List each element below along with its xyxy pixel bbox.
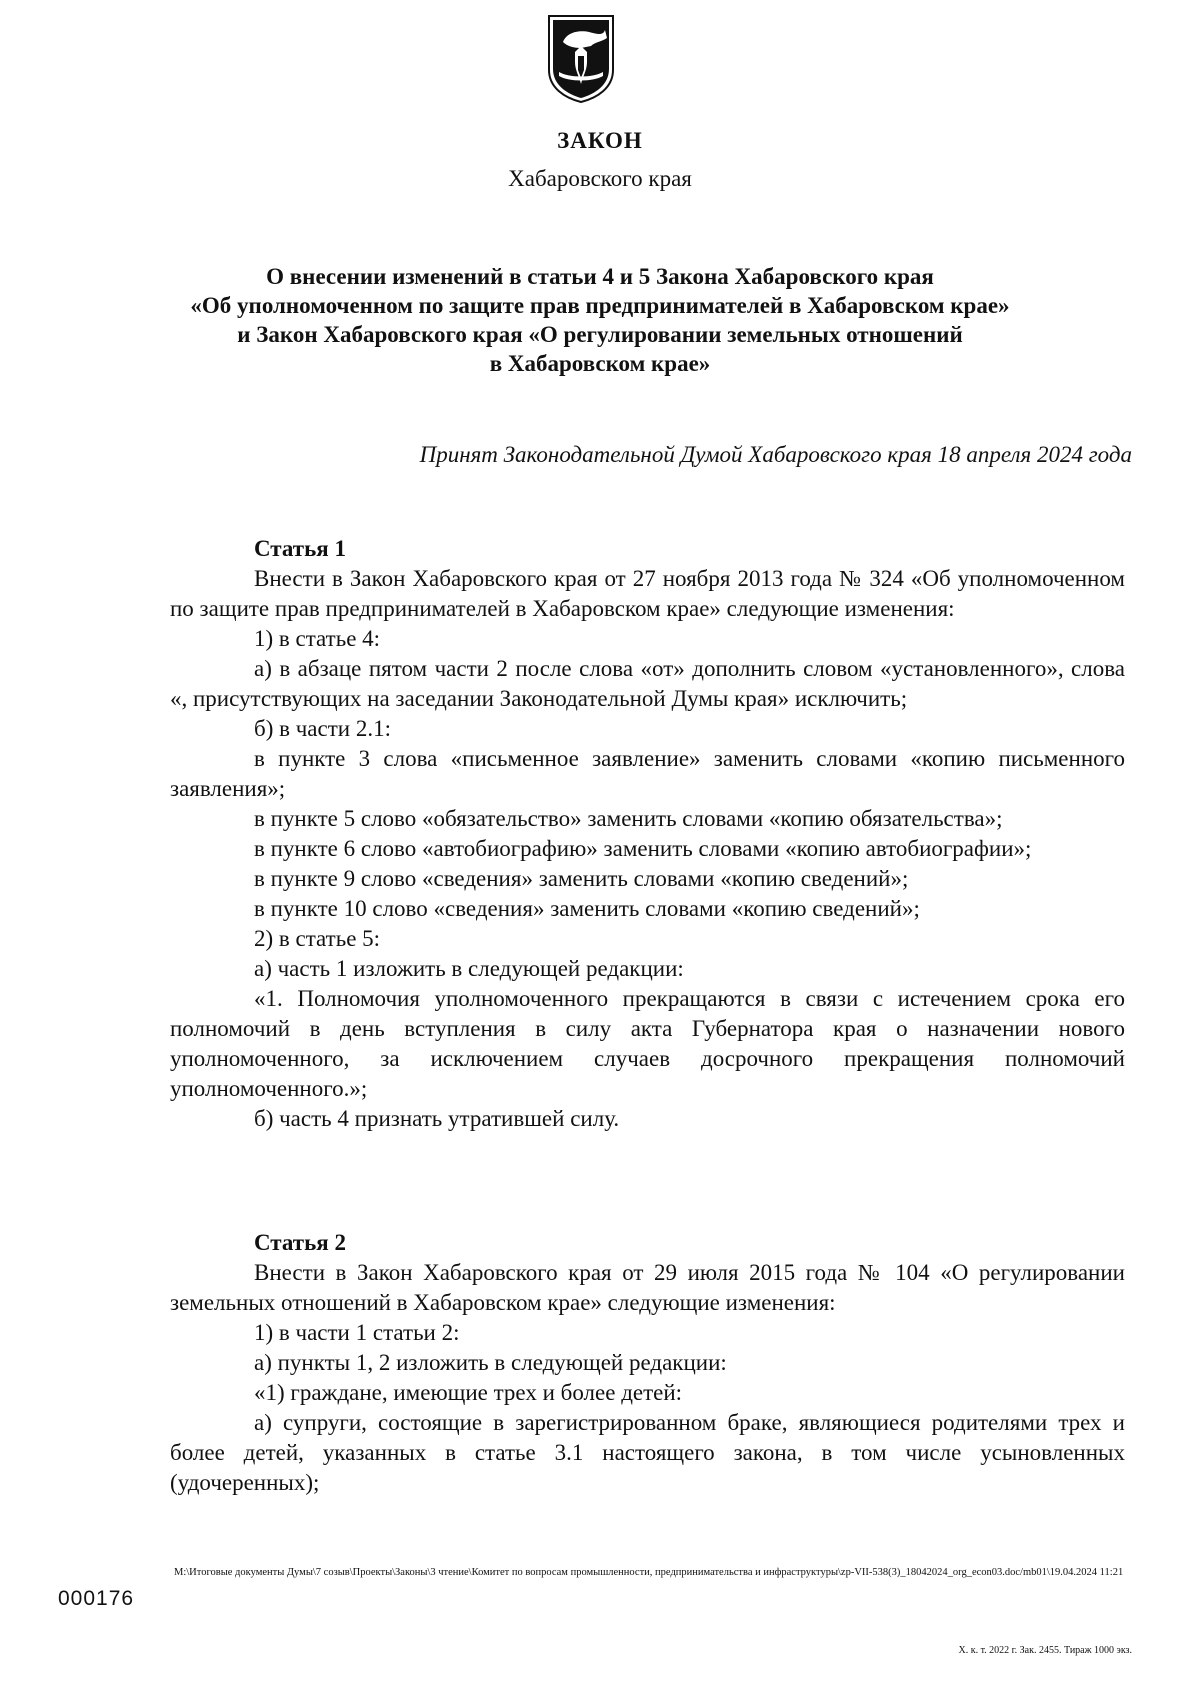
law-title: ЗАКОН bbox=[557, 128, 643, 153]
article-paragraph: а) пункты 1, 2 изложить в следующей редакции: bbox=[254, 1350, 727, 1375]
subject-line: «Об уполномоченном по защите прав предпринимателей в Хабаровском крае» bbox=[190, 293, 1010, 318]
article-paragraph: 2) в статье 5: bbox=[254, 926, 381, 951]
article-paragraph: а) часть 1 изложить в следующей редакции: bbox=[254, 956, 684, 981]
law-subject bbox=[0, 262, 1200, 378]
article-paragraph: «1) граждане, имеющие трех и более детей: bbox=[254, 1380, 683, 1405]
article-paragraph: б) часть 4 признать утратившей силу. bbox=[254, 1106, 620, 1131]
article-paragraph: б) в части 2.1: bbox=[254, 716, 391, 741]
article-paragraph: в пункте 3 слова «письменное заявление» заменить словами «копию письменного заявления»; bbox=[170, 746, 1125, 801]
adoption-note: Принят Законодательной Думой Хабаровского края 18 апреля 2024 года bbox=[419, 442, 1132, 467]
article-paragraph: а) в абзаце пятом части 2 после слова «от» дополнить словом «установленного», слова «, присутствующих на заседании Законодательной Думы края» исключить; bbox=[170, 656, 1125, 711]
article-heading: Статья 2 bbox=[254, 1230, 346, 1255]
document-number: 000176 bbox=[58, 1587, 135, 1610]
article-paragraph: в пункте 6 слово «автобиографию» заменить словами «копию автобиографии»; bbox=[254, 836, 1032, 861]
law-region: Хабаровского края bbox=[508, 166, 692, 191]
article-paragraph: Внести в Закон Хабаровского края от 27 ноября 2013 года № 324 «Об уполномоченном по защите прав предпринимателей в Хабаровском крае» следующие изменения: bbox=[170, 566, 1125, 621]
coat-of-arms-icon bbox=[545, 12, 617, 104]
article-paragraph: в пункте 9 слово «сведения» заменить словами «копию сведений»; bbox=[254, 866, 909, 891]
article-paragraph: в пункте 5 слово «обязательство» заменить словами «копию обязательства»; bbox=[254, 806, 1003, 831]
article-paragraph: в пункте 10 слово «сведения» заменить словами «копию сведений»; bbox=[254, 896, 920, 921]
article-paragraph: 1) в статье 4: bbox=[254, 626, 381, 651]
article-paragraph: 1) в части 1 статьи 2: bbox=[254, 1320, 460, 1345]
article-2 bbox=[170, 1228, 1125, 1498]
article-paragraph: Внести в Закон Хабаровского края от 29 июля 2015 года № 104 «О регулировании земельных отношений в Хабаровском крае» следующие изменения: bbox=[170, 1260, 1125, 1315]
article-paragraph: «1. Полномочия уполномоченного прекращаются в связи с истечением срока его полномочий в день вступления в силу акта Губернатора края о назначении нового уполномоченного, за исключением случаев досрочного прекращения полномочий уполномоченного.»; bbox=[170, 986, 1125, 1101]
file-path: М:\Итоговые документы Думы\7 созыв\Проекты\Законы\3 чтение\Комитет по вопросам промышленности, предпринимательства и инфраструктуры\zp-VII-538(3)_18042024_org_econ03.doc/mb01\19.04.2024 11:21 bbox=[174, 1567, 1124, 1578]
subject-line: и Закон Хабаровского края «О регулировании земельных отношений bbox=[237, 322, 963, 347]
article-heading: Статья 1 bbox=[254, 536, 346, 561]
subject-line: в Хабаровском крае» bbox=[489, 351, 711, 376]
subject-line: О внесении изменений в статьи 4 и 5 Закона Хабаровского края bbox=[266, 264, 934, 289]
article-1 bbox=[170, 534, 1125, 1134]
article-paragraph: а) супруги, состоящие в зарегистрированном браке, являющиеся родителями трех и более детей, указанных в статье 3.1 настоящего закона, в том числе усыновленных (удочеренных); bbox=[170, 1410, 1125, 1495]
print-imprint: Х. к. т. 2022 г. Зак. 2455. Тираж 1000 экз. bbox=[958, 1645, 1132, 1656]
